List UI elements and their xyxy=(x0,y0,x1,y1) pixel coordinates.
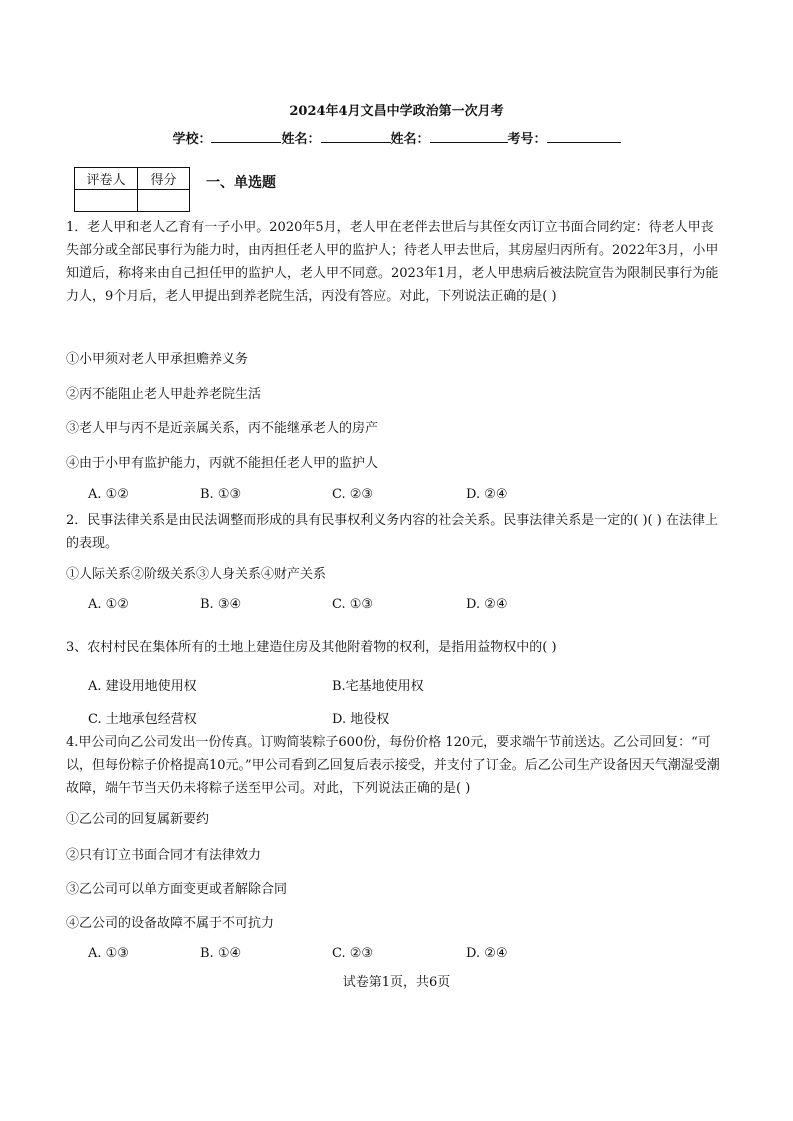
score-header: 得分 xyxy=(138,168,190,190)
question-3-option-c[interactable]: C. 土地承包经营权 xyxy=(88,712,197,727)
question-4-option-d[interactable]: D. ②④ xyxy=(466,946,508,961)
question-3-option-a[interactable]: A. 建设用地使用权 xyxy=(88,679,197,694)
name-label-2: 姓名： xyxy=(390,132,430,147)
question-1-statement-2: ②丙不能阻止老人甲赴养老院生活 xyxy=(66,387,262,402)
name-label-1: 姓名： xyxy=(281,132,321,147)
question-4-option-c[interactable]: C. ②③ xyxy=(332,946,374,961)
student-info-line xyxy=(0,128,793,147)
question-4-stem: 4.甲公司向乙公司发出一份传真。订购简装粽子600份，每份价格 120元，要求端午节前送达。乙公司回复：“可以，但每份粽子价格提高10元。”甲公司看到乙回复后表示接受，并支付了订金。后乙公司生产设备因天气潮湿受潮故障，端午节当天仍未将粽子送至甲公司。对此，下列说法正确的是( ) xyxy=(66,735,720,796)
grader-header: 评卷人 xyxy=(75,168,138,190)
question-2-stem: 2．民事法律关系是由民法调整而形成的具有民事权利义务内容的社会关系。民事法律关系是一定的( )( ) 在法律上的表现。 xyxy=(66,513,718,551)
question-4-statement-1: ①乙公司的回复属新要约 xyxy=(66,812,210,827)
question-2-option-b[interactable]: B. ③④ xyxy=(200,597,242,612)
question-1-statement-3: ③老人甲与丙不是近亲属关系，丙不能继承老人的房产 xyxy=(66,421,379,436)
question-4-option-b[interactable]: B. ①④ xyxy=(200,946,242,961)
name-blank-2[interactable] xyxy=(430,130,508,143)
question-2-option-a[interactable]: A. ①② xyxy=(88,597,129,612)
school-label: 学校： xyxy=(172,132,212,147)
exam-no-blank[interactable] xyxy=(547,130,621,143)
grader-cell xyxy=(75,190,138,212)
question-1-statement-1: ①小甲须对老人甲承担赡养义务 xyxy=(66,352,249,367)
school-blank[interactable] xyxy=(211,130,281,143)
question-3-option-b[interactable]: B.宅基地使用权 xyxy=(332,679,424,694)
question-3-option-d[interactable]: D. 地役权 xyxy=(332,712,390,727)
question-4-statement-2: ②只有订立书面合同才有法律效力 xyxy=(66,848,262,863)
question-1-option-c[interactable]: C. ②③ xyxy=(332,487,374,502)
question-2-statement: ①人际关系②阶级关系③人身关系④财产关系 xyxy=(66,567,327,582)
exam-no-label: 考号： xyxy=(507,132,547,147)
question-3-stem: 3、农村村民在集体所有的土地上建造住房及其他附着物的权利，是指用益物权中的( ) xyxy=(66,640,557,655)
exam-title: 2024年4月文昌中学政治第一次月考 xyxy=(289,104,504,119)
name-blank-1[interactable] xyxy=(321,130,391,143)
question-1-option-d[interactable]: D. ②④ xyxy=(466,487,508,502)
question-1-option-a[interactable]: A. ①② xyxy=(88,487,129,502)
question-1-stem: 1．老人甲和老人乙育有一子小甲。2020年5月，老人甲在老伴去世后与其侄女丙订立书面合同约定：待老人甲丧失部分或全部民事行为能力时，由丙担任老人甲的监护人；待老人甲去世后，其房屋归丙所有。2022年3月，小甲知道后，称将来由自己担任甲的监护人，老人甲不同意。2023年1月，老人甲患病后被法院宣告为限制民事行为能力人，9个月后，老人甲提出到养老院生活，丙没有答应。对此，下列说法正确的是( ) xyxy=(66,220,719,304)
question-2-option-d[interactable]: D. ②④ xyxy=(466,597,508,612)
page-footer: 试卷第1页，共6页 xyxy=(342,975,451,990)
grader-table xyxy=(74,167,190,212)
question-4-option-a[interactable]: A. ①③ xyxy=(88,946,129,961)
question-4-statement-4: ④乙公司的设备故障不属于不可抗力 xyxy=(66,916,275,931)
question-1-statement-4: ④由于小甲有监护能力，丙就不能担任老人甲的监护人 xyxy=(66,456,379,471)
section-title: 一、单选题 xyxy=(206,175,276,191)
score-cell xyxy=(138,190,190,212)
question-4-statement-3: ③乙公司可以单方面变更或者解除合同 xyxy=(66,882,288,897)
question-1-option-b[interactable]: B. ①③ xyxy=(200,487,242,502)
question-2-option-c[interactable]: C. ①③ xyxy=(332,597,374,612)
